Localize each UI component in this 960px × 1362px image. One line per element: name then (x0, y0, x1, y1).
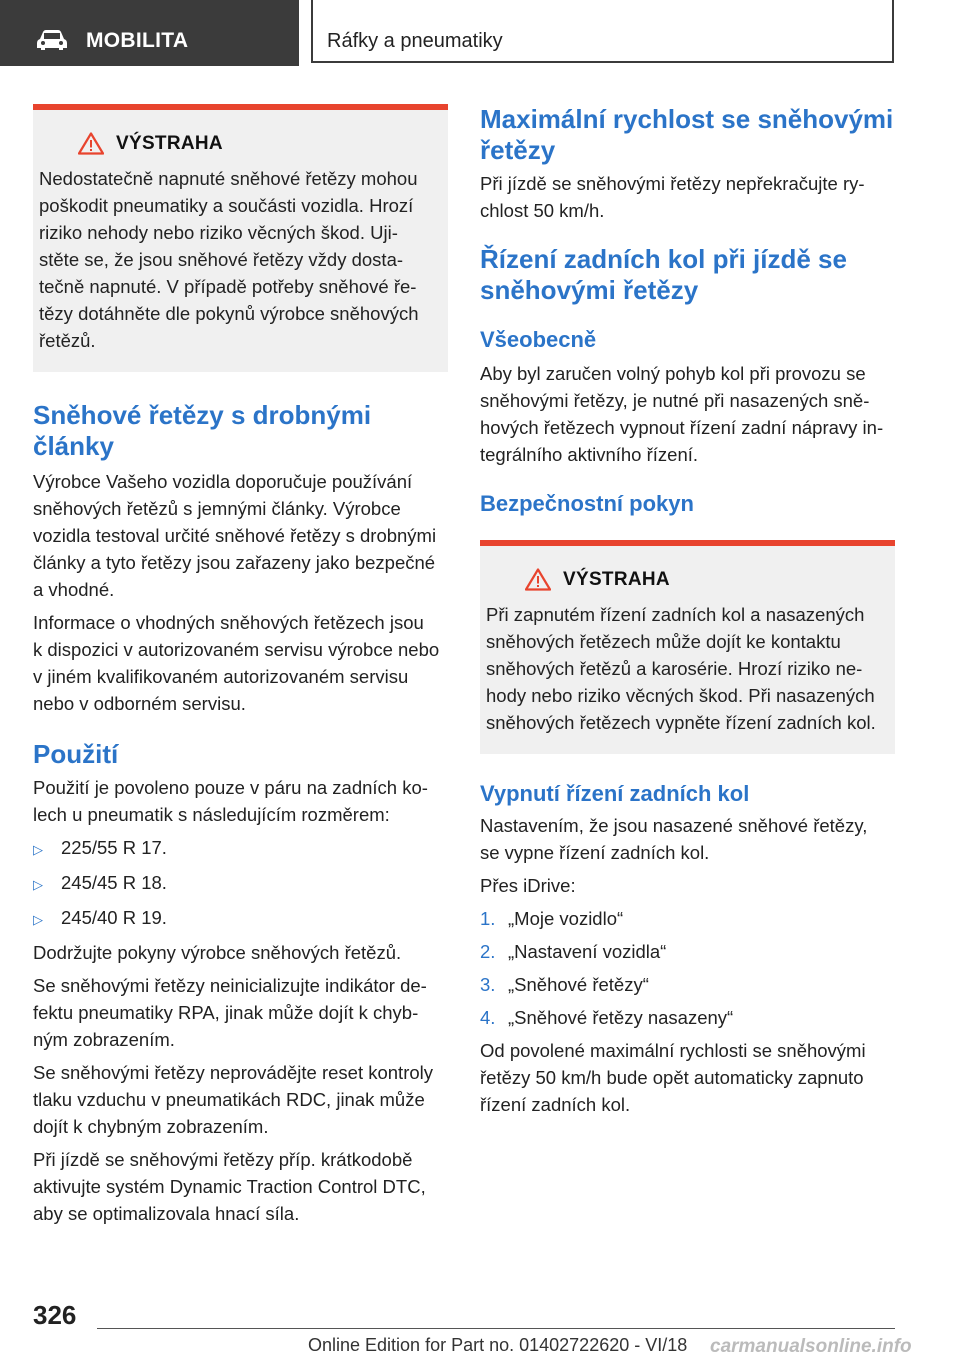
heading-line: Řízení zadních kol při jízdě se (480, 244, 847, 274)
text-line: hody nebo riziko věcných škod. Při nasazených (486, 685, 875, 706)
text-line: Dodržujte pokyny výrobce sněhových řetězů. (33, 942, 402, 963)
text-line: aktivujte systém Dynamic Traction Control DTC, (33, 1176, 426, 1197)
step-text: „Sněhové řetězy“ (508, 974, 649, 995)
warning-box (480, 540, 895, 754)
footer-divider (97, 1328, 895, 1329)
paragraph (33, 1146, 448, 1227)
step-text: „Sněhové řetězy nasazeny“ (508, 1007, 734, 1028)
text-line: tlaku vzduchu v pneumatikách RDC, jinak může (33, 1089, 425, 1110)
text-line: se vypne řízení zadních kol. (480, 842, 710, 863)
bullet-triangle-icon: ▷ (33, 877, 43, 892)
page-header (0, 0, 960, 66)
idrive-steps-list (480, 905, 895, 1031)
text-line: sněhových řetězech vypněte řízení zadních kol. (486, 712, 876, 733)
step-number: 4. (480, 1007, 496, 1028)
list-item (480, 971, 895, 998)
paragraph (33, 939, 448, 966)
right-column (480, 104, 895, 1118)
text-line: fektu pneumatiky RPA, jinak může dojít k chyb- (33, 1002, 419, 1023)
page-number: 326 (33, 1300, 77, 1330)
text-line: Výrobce Vašeho vozidla doporučuje používání (33, 471, 413, 492)
text-line: Použití je povoleno pouze v páru na zadních ko- (33, 777, 428, 798)
list-item (33, 869, 448, 898)
step-text: „Nastavení vozidla“ (508, 941, 667, 962)
heading-line: řetězy (480, 135, 556, 165)
text-line: sněhových řetězů a karosérie. Hrozí riziko ne- (486, 658, 863, 679)
text-line: stěte se, že jsou sněhové řetězy vždy dosta- (39, 249, 404, 270)
tire-size-list (33, 834, 448, 933)
text-line: Se sněhovými řetězy neinicializujte indikátor de- (33, 975, 427, 996)
text-line: k dispozici v autorizovaném servisu výrobce nebo (33, 639, 440, 660)
text-line: Při zapnutém řízení zadních kol a nasazených (486, 604, 865, 625)
bullet-triangle-icon: ▷ (33, 912, 43, 927)
text-line: Nastavením, že jsou nasazené sněhové řetězy, (480, 815, 868, 836)
paragraph (33, 468, 448, 603)
list-item (33, 904, 448, 933)
text-line: články a tyto řetězy jsou zařazeny jako bezpečné (33, 552, 436, 573)
section-tab (0, 0, 299, 66)
text-line: riziko nehody nebo riziko věcných škod. Uji- (39, 222, 398, 243)
paragraph (33, 774, 448, 828)
text-line: tězy dotáhněte dle pokynů výrobce sněhových (39, 303, 419, 324)
heading-line: sněhovými řetězy (480, 275, 699, 305)
section-heading (33, 400, 448, 462)
text-line: vozidla testoval určité sněhové řetězy s drobnými (33, 525, 437, 546)
step-number: 1. (480, 908, 496, 929)
step-text: „Moje vozidlo“ (508, 908, 624, 929)
text-line: Informace o vhodných sněhových řetězech jsou (33, 612, 424, 633)
heading-line: Maximální rychlost se sněhovými (480, 104, 894, 134)
paragraph (480, 1037, 895, 1118)
list-item (480, 938, 895, 965)
list-item (33, 834, 448, 863)
text-line: v jiném kvalifikovaném autorizovaném servisu (33, 666, 409, 687)
watermark: carmanualsonline.info (710, 1336, 912, 1357)
text-line: Při jízdě se sněhovými řetězy nepřekračujte ry- (480, 173, 865, 194)
text-line: sněhovými řetězy, je nutné při nasazených sně- (480, 390, 870, 411)
warning-title: VÝSTRAHA (563, 568, 670, 590)
paragraph (480, 170, 895, 224)
step-number: 3. (480, 974, 496, 995)
paragraph (480, 812, 895, 866)
text-line: Od povolené maximální rychlosti se sněhovými (480, 1040, 866, 1061)
subheading: Všeobecně (480, 327, 597, 352)
subheading: Bezpečnostní pokyn (480, 491, 694, 516)
section-heading (480, 104, 895, 166)
paragraph (33, 1059, 448, 1140)
chapter-tab (311, 0, 894, 63)
warning-header (525, 568, 889, 591)
text-line: tegrálního aktivního řízení. (480, 444, 699, 465)
text-line: Přes iDrive: (480, 875, 576, 896)
section-heading (480, 244, 895, 306)
warning-text (39, 165, 442, 354)
text-line: Se sněhovými řetězy neprovádějte reset kontroly (33, 1062, 434, 1083)
text-line: lech u pneumatik s následujícím rozměrem: (33, 804, 390, 825)
text-line: Aby byl zaručen volný pohyb kol při provozu se (480, 363, 866, 384)
text-line: a vhodné. (33, 579, 115, 600)
text-line: poškodit pneumatiky a součásti vozidla. Hrozí (39, 195, 414, 216)
text-line: aby se optimalizovala hnací síla. (33, 1203, 300, 1224)
text-line: dojít k chybným zobrazením. (33, 1116, 269, 1137)
text-line: hových řetězech vypnout řízení zadní nápravy in- (480, 417, 884, 438)
edition-note: Online Edition for Part no. 01402722620 - VI/18 (308, 1335, 688, 1355)
text-line: tečně napnuté. V případě potřeby sněhové ře- (39, 276, 417, 297)
warning-header (78, 132, 442, 155)
text-line: nebo v odborném servisu. (33, 693, 246, 714)
list-item-text: 225/55 R 17. (61, 837, 167, 858)
warning-triangle-icon (78, 132, 104, 155)
list-item (480, 1004, 895, 1031)
text-line: Nedostatečně napnuté sněhové řetězy mohou (39, 168, 418, 189)
paragraph (33, 972, 448, 1053)
text-line: sněhových řetězů s jemnými články. Výrobce (33, 498, 401, 519)
text-line: řetězy 50 km/h bude opět automaticky zapnuto (480, 1067, 864, 1088)
subheading: Vypnutí řízení zadních kol (480, 781, 750, 806)
section-label: MOBILITA (86, 29, 189, 52)
text-line: sněhových řetězech může dojít ke kontaktu (486, 631, 841, 652)
warning-title: VÝSTRAHA (116, 132, 223, 154)
text-line: Při jízdě se sněhovými řetězy příp. krátkodobě (33, 1149, 413, 1170)
bullet-triangle-icon: ▷ (33, 842, 43, 857)
paragraph (480, 360, 895, 468)
text-line: řízení zadních kol. (480, 1094, 631, 1115)
warning-box (33, 104, 448, 372)
text-line: řetězů. (39, 330, 96, 351)
warning-triangle-icon (525, 568, 551, 591)
step-number: 2. (480, 941, 496, 962)
section-heading: Použití (33, 739, 119, 769)
list-item-text: 245/40 R 19. (61, 907, 167, 928)
left-column (33, 104, 448, 1227)
heading-line: články (33, 431, 114, 461)
list-item-text: 245/45 R 18. (61, 872, 167, 893)
chapter-label: Ráfky a pneumatiky (327, 30, 503, 52)
car-icon (36, 29, 68, 51)
heading-line: Sněhové řetězy s drobnými (33, 400, 372, 430)
paragraph (33, 609, 448, 717)
list-item (480, 905, 895, 932)
paragraph (480, 872, 895, 899)
text-line: chlost 50 km/h. (480, 200, 605, 221)
warning-text (486, 601, 889, 736)
text-line: ným zobrazením. (33, 1029, 175, 1050)
